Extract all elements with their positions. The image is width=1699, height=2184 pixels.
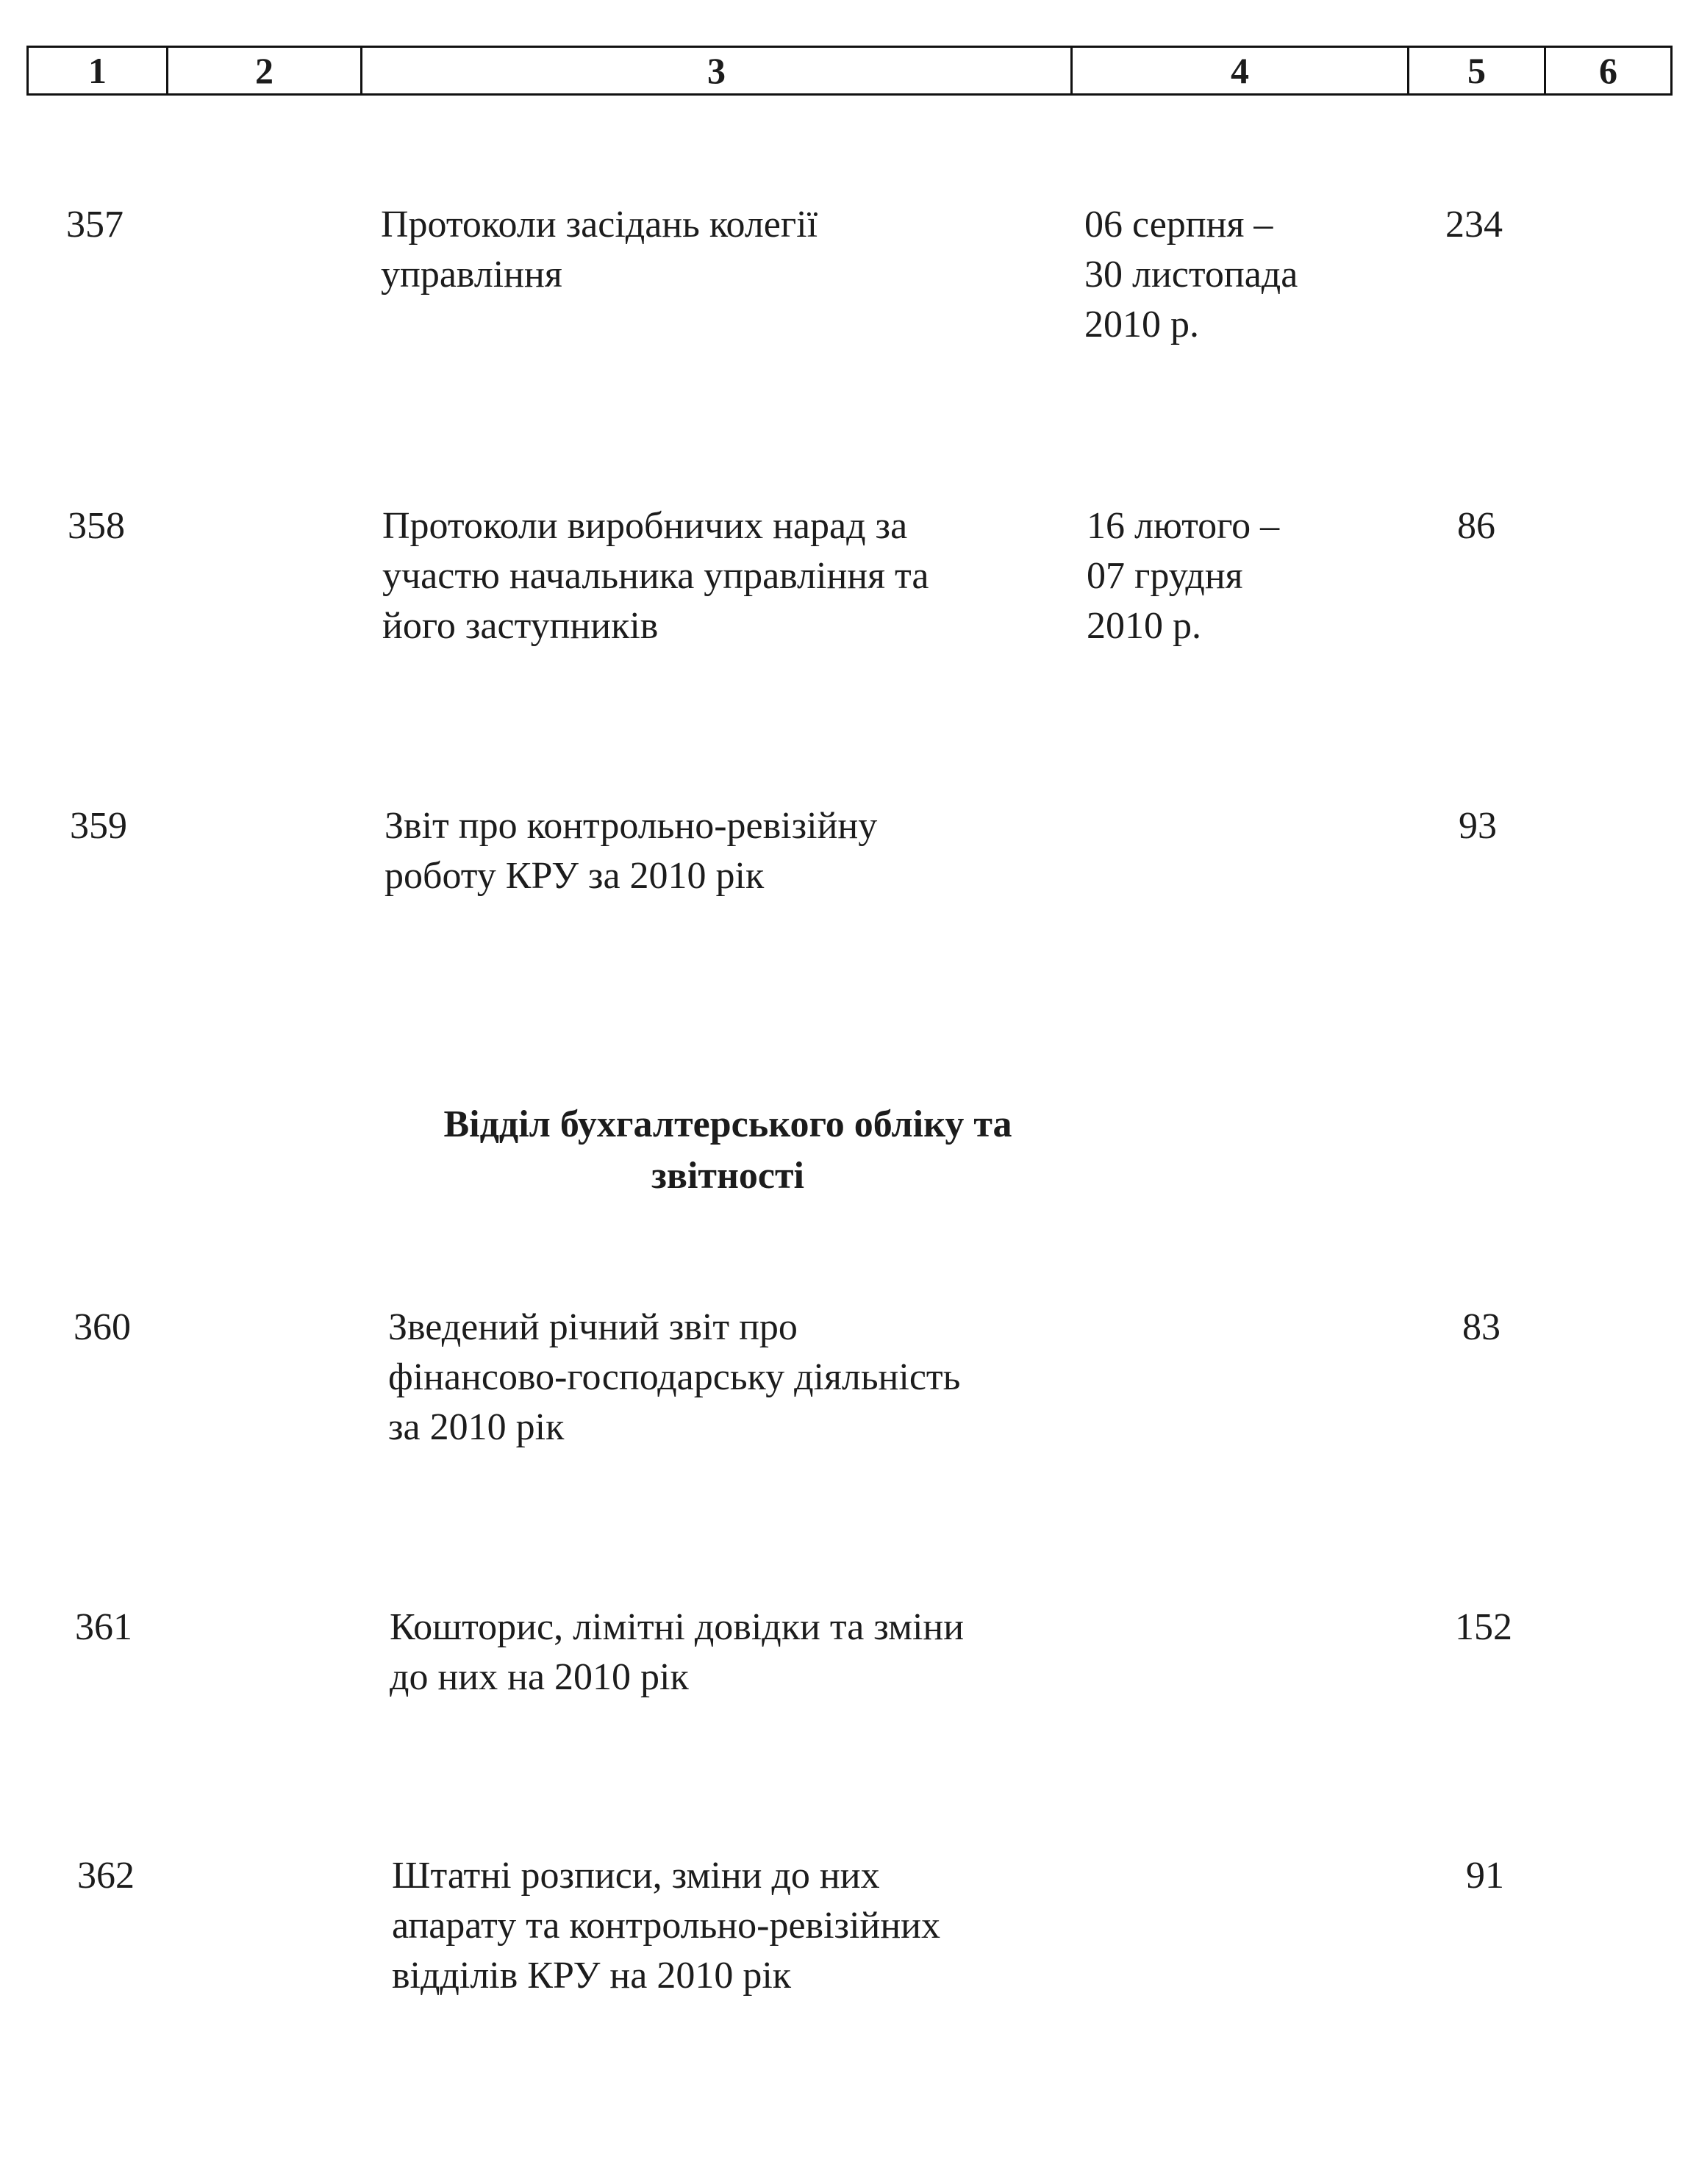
entry-date-line: 16 лютого – (1087, 505, 1280, 547)
entry-date-line: 30 листопада (1084, 254, 1298, 296)
entry-title-line: Кошторис, лімітні довідки та зміни (390, 1606, 965, 1648)
entry-title-line: до них на 2010 рік (390, 1656, 689, 1698)
entry-title-line: Зведений річний звіт про (388, 1306, 798, 1348)
column-header-4: 4 (1072, 47, 1409, 95)
entry-date-line: 06 серпня – (1084, 204, 1273, 246)
section-heading-line: звітності (651, 1155, 804, 1197)
entry-date-line: 07 грудня (1087, 555, 1243, 597)
entry-sheet-count: 234 (1445, 204, 1503, 246)
entry-title-line: участю начальника управління та (382, 555, 929, 597)
entry-title-line: за 2010 рік (388, 1406, 565, 1448)
column-header-6: 6 (1545, 47, 1672, 95)
entry-title-line: управління (381, 254, 562, 296)
entry-title (390, 1603, 1051, 1703)
entry-number: 357 (66, 204, 124, 246)
column-header-2: 2 (168, 47, 362, 95)
entry-number: 360 (74, 1306, 131, 1348)
entry-title-line: роботу КРУ за 2010 рік (384, 855, 765, 897)
entry-number: 361 (75, 1606, 132, 1648)
column-header-row (28, 47, 1672, 95)
entry-sheet-count: 93 (1459, 805, 1497, 847)
column-header-table (26, 46, 1673, 96)
entry-sheet-count: 86 (1457, 505, 1495, 547)
entry-title (384, 801, 1046, 901)
entry-number: 362 (77, 1855, 135, 1897)
entry-title-line: фінансово-господарську діяльність (388, 1356, 961, 1398)
entry-title-line: Протоколи виробничих нарад за (382, 505, 908, 547)
entry-number: 359 (70, 805, 127, 847)
entry-title-line: відділів КРУ на 2010 рік (392, 1955, 792, 1997)
entry-date-line: 2010 р. (1084, 304, 1199, 345)
section-heading-line: Відділ бухгалтерського обліку та (443, 1103, 1012, 1145)
entry-date-range (1084, 200, 1393, 350)
entry-sheet-count: 91 (1466, 1855, 1504, 1897)
entry-title (381, 200, 1042, 300)
entry-date-line: 2010 р. (1087, 605, 1201, 647)
column-header-5: 5 (1409, 47, 1545, 95)
entry-title-line: його заступників (382, 605, 659, 647)
entry-title-line: Звіт про контрольно-ревізійну (384, 805, 878, 847)
section-heading (368, 1099, 1088, 1202)
entry-title (392, 1851, 1054, 2001)
entry-title-line: апарату та контрольно-ревізійних (392, 1905, 941, 1947)
column-header-3: 3 (362, 47, 1072, 95)
entry-title (388, 1303, 1050, 1453)
entry-sheet-count: 83 (1462, 1306, 1501, 1348)
entry-title (382, 501, 1044, 651)
entry-date-range (1087, 501, 1395, 651)
entry-title-line: Протоколи засідань колегії (381, 204, 818, 246)
entry-title-line: Штатні розписи, зміни до них (392, 1855, 880, 1897)
column-header-1: 1 (28, 47, 168, 95)
entry-number: 358 (68, 505, 125, 547)
entry-sheet-count: 152 (1455, 1606, 1512, 1648)
